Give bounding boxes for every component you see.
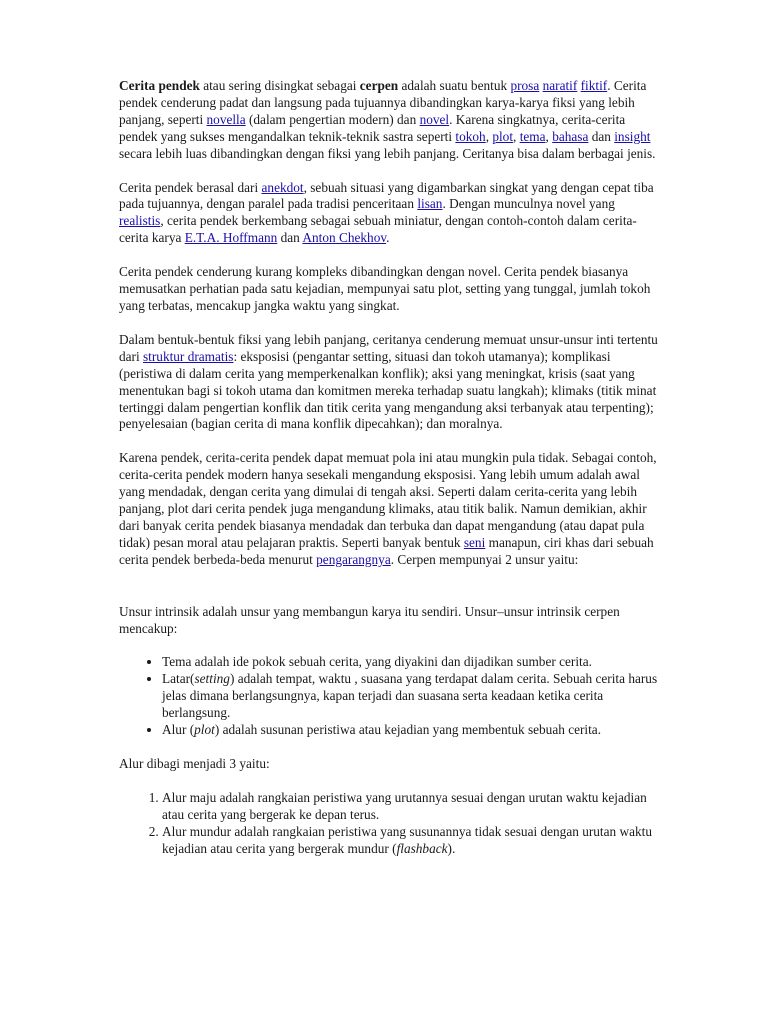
list-item: 1. Alur maju adalah rangkaian peristiwa yang urutannya sesuai dengan urutan waktu kejadian atau cerita yang bergerak ke depan terus. (162, 790, 659, 824)
bold-term: Cerita pendek (119, 78, 200, 93)
wiki-link[interactable]: seni (463, 534, 486, 550)
list-item: • Latar(setting) adalah tempat, waktu , suasana yang terdapat dalam cerita. Sebuah cerita harus jelas dimana berlangsungnya, kapan terjadi dan suasana serta keadaan ketika cerita berlangsung. (162, 671, 659, 722)
paragraph-complexity: Cerita pendek cenderung kurang kompleks dibandingkan dengan novel. Cerita pendek biasanya memusatkan perhatian pada satu kejadian, mempunyai satu plot, setting yang tunggal, jumlah tokoh yang terbatas, mencakup jangka waktu yang singkat. (119, 264, 651, 313)
list-item: • Tema adalah ide pokok sebuah cerita, yang diyakini dan dijadikan sumber cerita. (162, 654, 659, 671)
wiki-link[interactable]: insight (614, 128, 651, 144)
wiki-link[interactable]: Anton Chekhov (302, 230, 387, 246)
wiki-link[interactable]: fiktif (580, 78, 608, 93)
wiki-link[interactable]: bahasa (552, 128, 589, 144)
wiki-link[interactable]: E.T.A. Hoffmann (184, 230, 278, 246)
document-page (119, 78, 659, 875)
wiki-link[interactable]: anekdot (261, 179, 304, 195)
italic-term: flashback (396, 840, 448, 856)
wiki-link[interactable]: struktur dramatis (143, 348, 234, 364)
wiki-link[interactable]: novel (419, 111, 450, 127)
bold-term: cerpen (359, 78, 399, 93)
wiki-link[interactable]: novella (206, 111, 246, 127)
wiki-link[interactable]: realistis (119, 213, 161, 229)
paragraph-definition: Cerita pendek atau sering disingkat sebagai cerpen adalah suatu bentuk prosa naratif fiktif. Cerita pendek cenderung padat dan langsung pada tujuannya dibandingkan karya-karya fiksi yang lebih panjang, seperti novella (dalam pengertian modern) dan novel. Karena singkatnya, cerita-cerita pendek yang sukses mengandalkan teknik-teknik sastra seperti tokoh, plot, tema, bahasa dan insight secara lebih luas dibandingkan dengan fiksi yang lebih panjang. Ceritanya bisa dalam berbagai jenis. (119, 78, 656, 161)
paragraph-intrinsic: Unsur intrinsik adalah unsur yang membangun karya itu sendiri. Unsur–unsur intrinsik cerpen mencakup: (119, 603, 620, 636)
italic-term: setting (194, 671, 230, 687)
wiki-link[interactable]: tema (519, 128, 546, 144)
paragraph-modern-short-story: Karena pendek, cerita-cerita pendek dapat memuat pola ini atau mungkin pula tidak. Sebagai contoh, cerita-cerita pendek modern hanya sesekali mengandung eksposisi. Yang lebih umum adalah awal yang mendadak, dengan cerita yang dimulai di tengah aksi. Seperti dalam cerita-cerita yang lebih panjang, plot dari cerita pendek juga mengandung klimaks, atau titik balik. Namun demikian, akhir dari banyak cerita pendek biasanya mendadak dan terbuka dan dapat mengandung (atau dapat pula tidak) pesan moral atau pelajaran praktis. Seperti banyak bentuk seni manapun, ciri khas dari sebuah cerita pendek berbeda-beda menurut pengarangnya. Cerpen mempunyai 2 unsur yaitu: (119, 450, 657, 567)
paragraph-dramatic-structure: Dalam bentuk-bentuk fiksi yang lebih panjang, ceritanya cenderung memuat unsur-unsur inti tertentu dari struktur dramatis: eksposisi (pengantar setting, situasi dan tokoh utamanya); komplikasi (peristiwa di dalam cerita yang memperkenalkan konflik); aksi yang meningkat, krisis (saat yang menentukan bagi si tokoh utama dan komitmen mereka terhadap suatu langkah); klimaks (titik minat tertinggi dalam pengertian konflik dan titik cerita yang mengandung aksi terbanyak atau terpenting); penyelesaian (bagian cerita di mana konflik dipecahkan); dan moralnya. (119, 331, 658, 432)
italic-term: plot (194, 722, 215, 738)
wiki-link[interactable]: pengarangnya (316, 551, 391, 567)
list-item: • Alur (plot) adalah susunan peristiwa atau kejadian yang membentuk sebuah cerita. (162, 722, 659, 739)
plot-types-list (119, 790, 659, 858)
wiki-link[interactable]: plot (492, 128, 514, 144)
blank-space (119, 569, 659, 604)
list-item: 2. Alur mundur adalah rangkaian peristiwa yang susunannya tidak sesuai dengan urutan waktu kejadian atau cerita yang bergerak mundur (flashback). (162, 824, 659, 858)
paragraph-alur-intro: Alur dibagi menjadi 3 yaitu: (119, 756, 270, 771)
wiki-link[interactable]: lisan (417, 196, 443, 212)
intrinsic-elements-list (119, 654, 659, 739)
paragraph-origin: Cerita pendek berasal dari anekdot, sebuah situasi yang digambarkan singkat yang dengan cepat tiba pada tujuannya, dengan paralel pada tradisi penceritaan lisan. Dengan munculnya novel yang realistis, cerita pendek berkembang sebagai sebuah miniatur, dengan contoh-contoh dalam cerita-cerita karya E.T.A. Hoffmann dan Anton Chekhov. (119, 179, 654, 246)
wiki-link[interactable]: tokoh (455, 128, 486, 144)
wiki-link[interactable]: naratif (542, 78, 578, 93)
wiki-link[interactable]: prosa (510, 78, 540, 93)
